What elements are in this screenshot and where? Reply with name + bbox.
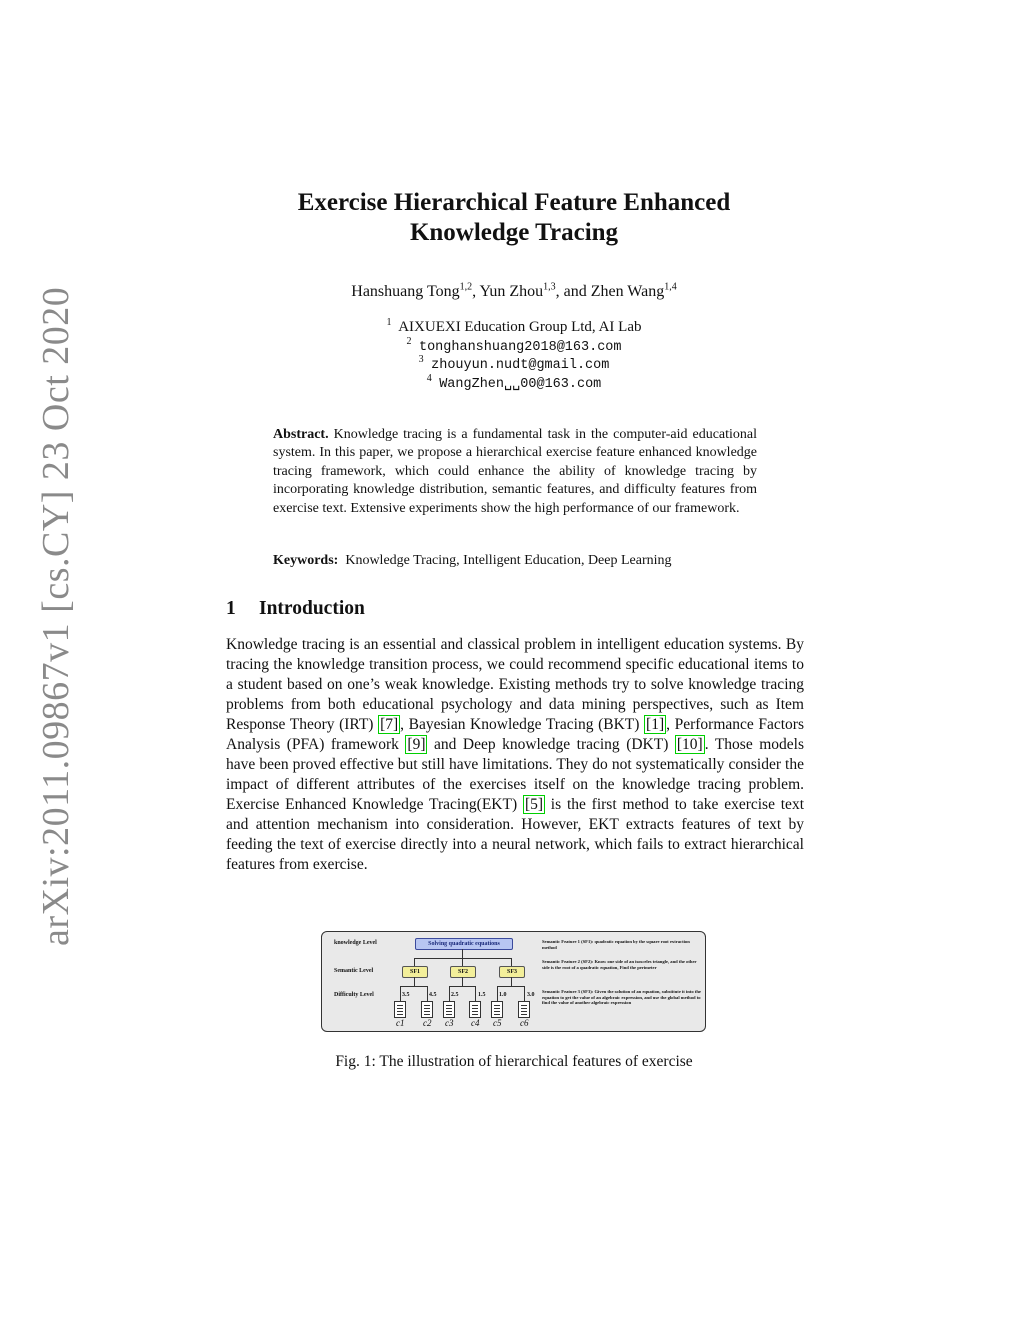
author-sup: 1,4	[664, 281, 677, 293]
affiliation-text: AIXUEXI Education Group Ltd, AI Lab	[398, 319, 642, 335]
author-sep: ,	[472, 283, 480, 300]
connector-line	[475, 986, 476, 1001]
exercise-document-icon	[491, 1001, 503, 1018]
semantic-feature-description: Semantic Feature 3 (SF3): Given the solution of an equation, substitute it into the equation to get the value of an algebraic expression, and use the global method to find the value of another algebraic expression	[542, 989, 701, 1006]
knowledge-level-label: knowledge Level	[334, 940, 377, 946]
exercise-document-icon	[421, 1001, 433, 1018]
connector-line	[427, 986, 428, 1001]
semantic-feature-box: SF1	[402, 966, 428, 978]
affiliation-sup: 1	[386, 317, 392, 328]
author-sup: 1,2	[459, 281, 473, 293]
author-list	[0, 283, 1024, 301]
connector-line	[414, 958, 415, 966]
citation-link[interactable]: [1]	[646, 716, 665, 733]
citation-link[interactable]: [5]	[524, 796, 544, 813]
exercise-label: c4	[471, 1018, 480, 1028]
abstract	[273, 426, 757, 518]
title-line-2: Knowledge Tracing	[409, 219, 619, 246]
difficulty-value: 4.5	[429, 992, 437, 998]
exercise-document-icon	[469, 1001, 481, 1018]
affiliation-line	[0, 337, 1024, 356]
connector-line	[449, 986, 476, 987]
section-heading	[226, 598, 365, 620]
keywords-label: Keywords:	[273, 553, 339, 568]
exercise-label: c2	[423, 1018, 432, 1028]
connector-line	[524, 986, 525, 1001]
semantic-feature-description: Semantic Feature 1 (SF1): quadratic equation by the square root extraction method	[542, 939, 690, 950]
citation-link[interactable]: [10]	[676, 736, 703, 753]
exercise-label: c3	[445, 1018, 454, 1028]
affiliation-sup: 3	[418, 354, 424, 365]
difficulty-value: 3.0	[527, 992, 535, 998]
author-sup: 1,3	[543, 281, 556, 293]
difficulty-value: 3.5	[402, 992, 410, 998]
keywords-text: Knowledge Tracing, Intelligent Education, Deep Learning	[345, 553, 672, 568]
intro-text: . Those models have been proved effective but still have limitations. They do not systematically consider the impact of different attributes of the exercises itself on the knowledge tracing problem. Exercise Enhanced Knowledge Tracing(EKT)	[226, 736, 804, 813]
author-name: Hanshuang Tong	[351, 283, 460, 300]
title-line-1: Exercise Hierarchical Feature Enhanced	[297, 189, 731, 216]
author-name: Yun Zhou	[479, 283, 544, 300]
exercise-document-icon	[518, 1001, 530, 1018]
arxiv-identifier: arXiv:2011.09867v1 [cs.CY] 23 Oct 2020	[35, 286, 77, 946]
email-link[interactable]: WangZhen␣␣00@163.com	[439, 376, 602, 392]
intro-text: and Deep knowledge tracing (DKT)	[427, 736, 675, 753]
exercise-document-icon	[394, 1001, 406, 1018]
intro-text: , Bayesian Knowledge Tracing (BKT)	[400, 716, 645, 733]
difficulty-value: 1.5	[478, 992, 486, 998]
connector-line	[462, 977, 463, 986]
difficulty-value: 1.0	[499, 992, 507, 998]
affiliation-line	[0, 374, 1024, 393]
connector-line	[400, 986, 401, 1001]
semantic-feature-description: Semantic Feature 2 (SF2): Know one side of an isosceles triangle, and the other side is the root of a quadratic equation, Find the perimeter	[542, 959, 697, 970]
semantic-level-label: Semantic Level	[334, 968, 374, 974]
affiliation-line	[0, 355, 1024, 374]
connector-line	[497, 986, 525, 987]
author-sep: , and	[555, 283, 591, 300]
hierarchy-figure	[321, 931, 706, 1032]
exercise-label: c5	[493, 1018, 502, 1028]
author-name: Zhen Wang	[590, 283, 665, 300]
affiliations	[0, 318, 1024, 392]
semantic-feature-box: SF2	[450, 966, 476, 978]
section-number: 1	[226, 598, 236, 619]
intro-text: is the first method to take exercise text and attention mechanism into consideration. However, EKT extracts features of text by feeding the text of exercise directly into a neural network, which fails to extract hierarchical features from exercise.	[226, 796, 804, 873]
paper-title	[0, 188, 1024, 248]
citation-link[interactable]: [7]	[380, 716, 399, 733]
abstract-text: Knowledge tracing is a fundamental task in the computer-aid educational system. In this paper, we propose a hierarchical exercise feature enhanced knowledge tracing framework, which could enhance the ability of knowledge tracing by incorporating knowledge distribution, semantic features, and difficulty features from exercise text. Extensive experiments show the high performance of our framework.	[273, 427, 758, 516]
connector-line	[462, 949, 463, 958]
difficulty-level-label: Difficulty Level	[334, 992, 374, 998]
knowledge-point-box: Solving quadratic equations	[415, 938, 513, 950]
affiliation-line	[0, 318, 1024, 337]
connector-line	[511, 977, 512, 986]
section-title: Introduction	[259, 598, 365, 619]
keywords	[273, 553, 757, 569]
connector-line	[449, 986, 450, 1001]
citation-link[interactable]: [9]	[407, 736, 426, 753]
introduction-paragraph	[226, 635, 804, 875]
abstract-label: Abstract.	[273, 427, 329, 442]
exercise-document-icon	[443, 1001, 455, 1018]
intro-text: , Performance Factors Analysis (PFA) framework	[226, 716, 805, 753]
connector-line	[400, 986, 428, 987]
exercise-label: c1	[396, 1018, 405, 1028]
affiliation-sup: 2	[406, 335, 412, 347]
difficulty-value: 2.5	[451, 992, 459, 998]
connector-line	[414, 977, 415, 986]
email-link[interactable]: zhouyun.nudt@gmail.com	[431, 358, 610, 373]
semantic-feature-box: SF3	[499, 966, 525, 978]
connector-line	[462, 958, 463, 966]
connector-line	[497, 986, 498, 1001]
email-link[interactable]: tonghanshuang2018@163.com	[418, 339, 622, 355]
connector-line	[511, 958, 512, 966]
intro-text: Knowledge tracing is an essential and classical problem in intelligent education systems. By tracing the knowledge transition process, we could recommend specific educational items to a student based on one’s weak knowledge. Existing methods try to solve knowledge tracing problems from both educational psychology and data mining perspectives, such as Item Response Theory (IRT)	[226, 636, 804, 733]
exercise-label: c6	[520, 1018, 529, 1028]
figure-caption: Fig. 1: The illustration of hierarchical features of exercise	[335, 1053, 693, 1070]
affiliation-sup: 4	[426, 372, 432, 384]
